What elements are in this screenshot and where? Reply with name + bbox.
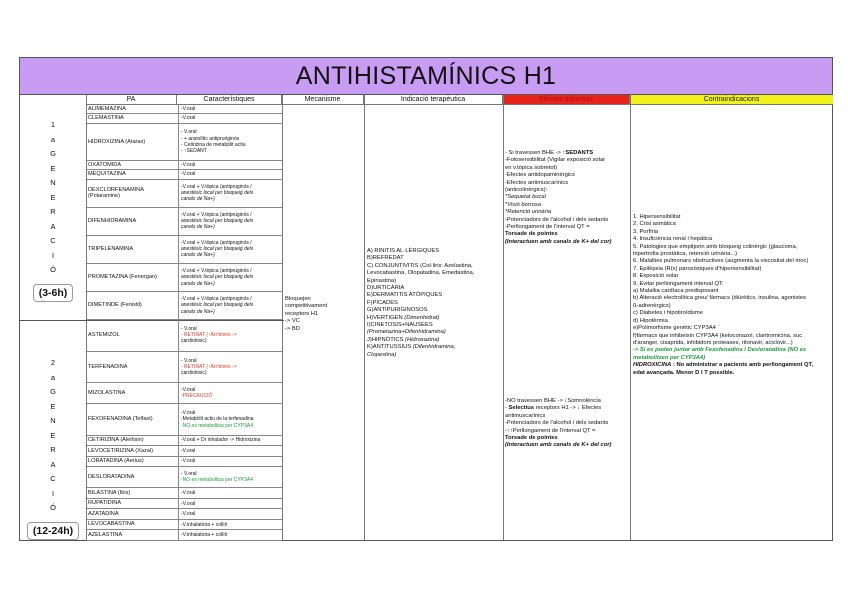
generation-letter: a [50, 372, 56, 382]
drug-row [86, 352, 282, 384]
generation-letter: N [50, 178, 56, 187]
contra-line [633, 236, 831, 243]
efectes2-line [505, 435, 629, 442]
efectes2-segment: Torsade de pointes [505, 435, 558, 442]
efectes1-segment: en v.tòpica sobretot) [505, 164, 558, 171]
drug-characteristics [178, 530, 282, 540]
generation-letter: I [51, 488, 55, 498]
drug-name: RUPATIDINA [88, 500, 122, 507]
indicacio-segment: (Dimenhidrat) [404, 314, 440, 321]
indicacio-line [367, 344, 501, 351]
characteristic-line: -V.oral [181, 447, 196, 454]
characteristic-line: - RETIRAT (↑Arrítmies -> [181, 332, 237, 339]
efectes2-segment: antimuscarínics [505, 412, 546, 419]
contra-line [633, 221, 831, 228]
indicacio-line [367, 270, 501, 277]
contra-line [633, 281, 831, 288]
characteristic-line: -V.oral [181, 458, 196, 465]
characteristic-line: anestèsic local per bloqueig dels [181, 246, 254, 253]
generation-letter: R [50, 445, 56, 454]
drug-row [86, 520, 282, 531]
drug-name: OXATOMIDA [88, 162, 122, 168]
indicacio-segment: J)HIPNÒTICS [367, 336, 406, 343]
contra-segment: 6. Malalties pulmonars obstructives (augmenta la viscositat del moc) [633, 258, 809, 265]
contra-line [633, 303, 831, 310]
generation-letter: R [50, 207, 56, 216]
contra-segment: a) Malaltia cardíaca predisposant [633, 288, 719, 295]
drug-row [86, 509, 282, 520]
contra-segment: 8. Exposició solar [633, 273, 679, 280]
characteristic-line: -V.oral + V.tòpica (antipruginós / [181, 212, 252, 219]
drug-row [86, 124, 282, 161]
characteristic-line: canals de Na+) [181, 308, 215, 315]
characteristic-line: -NO es metabolitza per CYP3A4 [181, 477, 253, 484]
efectes2-line [505, 413, 629, 420]
characteristic-line: cardiotòxic) [181, 369, 207, 376]
efectes2-line [505, 398, 629, 405]
efectes1-line [505, 165, 629, 172]
indicacio-segment: B)REFREDAT [367, 255, 404, 262]
drug-characteristics [178, 509, 282, 519]
generation-letter: 1 [50, 120, 56, 129]
drug-name: LORATADINA (Aerius) [88, 458, 144, 465]
contra-segment: HIDROXICINA [633, 362, 672, 369]
indicacio-text [367, 248, 501, 359]
contra-segment: : No administrar a pacients amb perllongament QT, [671, 362, 814, 369]
contra-line [633, 266, 831, 273]
drug-characteristics [178, 180, 282, 207]
drug-row [86, 404, 282, 436]
efectes1-segment: ↑SEDANTS [562, 150, 594, 156]
contra-line [633, 214, 831, 221]
drug-name: DIMETINDE (Fenistil) [88, 302, 142, 309]
contra-segment: f)fàrmacs que inhibeixin CYP3A4 (ketoconazol, claritromicina, suc [633, 332, 803, 339]
characteristic-line: - + ansiolític antipruriginós [181, 135, 240, 142]
contra-segment: e)Polimorfisme genètic CYP3A4 [633, 325, 716, 332]
efectes2-segment: -Potenciadors de l'alcohol i dels sedants [505, 420, 609, 427]
generation-letter: A [50, 221, 56, 231]
indicacio-line [367, 315, 501, 322]
drug-name: PROMETAZINA (Fenergan) [88, 274, 157, 281]
efectes1-segment: - Si travessen BHE -> [505, 150, 563, 156]
indicacio-line [367, 278, 501, 285]
characteristic-line: -V.oral + V.tòpica (antipruginós / [181, 183, 252, 190]
contra-line [633, 273, 831, 280]
efectes1-segment: -Efectes antimuscarínics [505, 179, 569, 186]
generation-2-label [20, 356, 86, 540]
drug-characteristics [178, 446, 282, 456]
drug-row [86, 208, 282, 236]
characteristic-line: -V.oral + V.tòpica (antipruginós / [181, 240, 252, 247]
efectes2-segment: - [505, 405, 509, 412]
indicacio-line [367, 292, 501, 299]
indicacio-line [367, 329, 501, 336]
indicacio-line [367, 263, 501, 270]
characteristic-line: -NO es metabolitza per CYP3A4 [181, 422, 253, 429]
mecanisme-line: Bloquejen [285, 296, 311, 302]
characteristic-line: anestèsic local per bloqueig dels [181, 274, 254, 281]
contra-segment: hipertrofia prostàtica, retenció urinària...) [633, 251, 738, 258]
indicacio-line [367, 352, 501, 359]
mecanisme-line: receptors H1 [285, 310, 319, 317]
contra-line [633, 325, 831, 332]
efectes1-segment: *Sequetat bucal [505, 194, 546, 201]
half-life-badge: (3-6h) [33, 284, 74, 302]
indicacio-segment: F)PICADES [367, 299, 398, 306]
generation-letter: a [50, 134, 56, 144]
drug-characteristics [178, 114, 282, 122]
drug-name: ASTEMIZOL [88, 332, 120, 339]
contra-segment: b) Alteració electrolítica greu/ fàrmacs (diürètics, insulina, agonistes [633, 295, 807, 302]
efectes2-segment: -NO travessen BHE -> ↓Somnolència [505, 398, 601, 404]
efectes1-line [505, 217, 629, 224]
indicacio-segment: (Prometazina+Difenhidramina) [367, 329, 446, 336]
efectes1-line [505, 187, 629, 194]
mecanisme-line: -> VC [285, 318, 300, 325]
half-life-badge: (12-24h) [27, 522, 79, 540]
indicacio-segment: (Hidroxazina) [405, 336, 440, 343]
indicacio-segment: I)CINETOSIS+NAUSEES [367, 322, 433, 329]
efectes2-segment: (Interactuen amb canals de K+ del cor) [505, 442, 612, 449]
indicacio-segment: D)URTICÀRIA [367, 285, 405, 292]
drug-name: TRIPELENAMINA [88, 246, 134, 253]
drug-row [86, 170, 282, 179]
indicacio-segment: (Difenhidramina, [412, 344, 456, 351]
contra-segment: edat avançada. Menor D I T possible. [633, 369, 735, 376]
efectes2-segment: Selectius [508, 405, 535, 412]
mecanisme-line: competitivament [285, 303, 328, 310]
contra-line [633, 318, 831, 325]
efectes2-segment: -↑↑Perllongament de l'interval QT = [505, 427, 596, 434]
characteristic-line: - Cetirizina de metabòlit actiu [181, 141, 246, 148]
indicacio-line [367, 255, 501, 262]
efectes1-segment: (Interactuen amb canals de K+ del cor) [505, 238, 612, 245]
characteristic-line: anestèsic local per bloqueig dels [181, 302, 254, 309]
drug-characteristics [178, 436, 282, 446]
drug-characteristics [178, 404, 282, 435]
drug-row [86, 446, 282, 457]
contra-line [633, 258, 831, 265]
drug-name: LEVOCETIRIZINA (Xazal) [88, 447, 153, 454]
header-caracteristiques: Característiques [177, 95, 282, 105]
header-indicacio: Indicació terapèutica [364, 95, 503, 105]
contra-line [633, 333, 831, 340]
drug-row [86, 161, 282, 170]
drug-characteristics [178, 236, 282, 263]
drug-row [86, 530, 282, 541]
generation-letter: E [50, 192, 56, 202]
contra-line [633, 362, 831, 369]
indicacio-segment: K)ANTITUSSIUS [367, 344, 413, 351]
characteristic-line: - V.oral [181, 471, 197, 478]
drug-row [86, 114, 282, 123]
characteristic-line: - V.oral [181, 357, 197, 364]
contra-line [633, 347, 831, 354]
contra-segment: ß-adrenèrgics) [633, 302, 671, 309]
characteristic-line: - ↑SEDANT [181, 148, 207, 155]
drug-name: TERFENADINA [88, 363, 128, 370]
drug-characteristics [178, 161, 282, 169]
drug-name: CETIRIZINA (Alerlisin) [88, 437, 144, 444]
drug-name: MIZOLASTINA [88, 389, 126, 396]
efectes1-segment: *Retenció urinària [505, 209, 552, 216]
efectes2-line [505, 442, 629, 449]
drug-characteristics [178, 520, 282, 530]
indicacio-segment: H)VERTIGEN [367, 314, 405, 321]
drug-row [86, 236, 282, 264]
drug-name: AZATADINA [88, 510, 119, 517]
indicacio-segment: E)DERMATITIS ATÒPIQUES [367, 292, 443, 299]
contra-line [633, 244, 831, 251]
drug-characteristics [178, 488, 282, 498]
characteristic-line: -V.oral [181, 171, 196, 178]
efectes1-segment: -Potenciadors de l'alcohol i dels sedants [505, 216, 609, 223]
efectes1-line [505, 231, 629, 238]
characteristic-line: -V.oral [181, 162, 196, 169]
contra-segment: metabolitzen per CYP3A4) [633, 354, 706, 361]
characteristic-line: -V.oral [181, 511, 196, 518]
drug-name: BILASTINA (Ibis) [88, 489, 131, 496]
drug-name: FEXOFENADINA (Telfast) [88, 416, 153, 423]
characteristic-line: - V.oral [181, 325, 197, 332]
header-mecanisme: Mecanisme [282, 95, 364, 105]
efectes1-line [505, 224, 629, 231]
generation-letter: 2 [50, 358, 56, 367]
efectes2-line [505, 420, 629, 427]
drug-name: ALIMEMAZINA [88, 105, 126, 112]
drug-name: DESLORATADINA [88, 474, 135, 481]
drug-name: DEXCLORFENAMINA (Polaramine) [88, 186, 144, 200]
efectes1-line [505, 150, 629, 157]
drug-name: CLEMASTINA [88, 115, 124, 122]
contra-line [633, 229, 831, 236]
contra-line [633, 340, 831, 347]
drug-row [86, 436, 282, 447]
indicacio-segment: C) CONJUNTIVITIS (Col·liris: Azelastina, [367, 262, 473, 269]
drug-characteristics [178, 383, 282, 403]
indicacio-segment: A) RINITIS AL·LÈRGIQUES [367, 248, 440, 254]
contra-segment: c) Diabetes i hipotiroïdisme [633, 310, 703, 317]
efectes1-segment: *Visió borrosa [505, 201, 541, 208]
generation-letter: C [50, 236, 56, 245]
characteristic-line: canals de Na+) [181, 224, 215, 231]
efectes2-line [505, 428, 629, 435]
drug-row [86, 383, 282, 404]
efectes1-line [505, 180, 629, 187]
contra-segment: 2. Crisi asmàtica [633, 221, 676, 228]
efectes1-segment: Torsade de pointes [505, 231, 558, 238]
indicacio-segment: G)ANTIPURIGINOSOS [367, 307, 428, 314]
indicacio-segment: Levocabastina, Olopatadina, Emedastina, [367, 270, 475, 277]
indicacio-line [367, 322, 501, 329]
drug-characteristics [178, 264, 282, 291]
drug-characteristics [178, 292, 282, 319]
characteristic-line: -Metabòlit actiu de la terfenadina [181, 416, 254, 423]
generation-letter: E [50, 430, 56, 440]
drug-name: AZELASTINA [88, 531, 123, 538]
contra-segment: d) Hipotèrmia [633, 317, 668, 324]
contra-line [633, 251, 831, 258]
generation-letter: G [50, 387, 56, 396]
efectes1-segment: -Perllongament de l'interval QT = [505, 224, 590, 231]
characteristic-line: -V.oral [181, 500, 196, 507]
efectes1-line [505, 202, 629, 209]
efectes2-segment: receptors H1 -> ↓ Efectes [534, 405, 602, 412]
generation-letter: Ó [50, 265, 56, 274]
drug-row [86, 488, 282, 499]
indicacio-segment: Clopestina) [367, 351, 397, 358]
drug-characteristics [178, 467, 282, 487]
characteristic-line: canals de Na+) [181, 252, 215, 259]
characteristic-line: -V.inhalatoria + collíri [181, 521, 228, 528]
generation-letter: N [50, 416, 56, 425]
efectes1-line [505, 194, 629, 201]
drug-characteristics [178, 457, 282, 467]
characteristic-line: -V.oral [181, 386, 196, 393]
drug-characteristics [178, 124, 282, 160]
characteristic-line: cardiotòxic) [181, 338, 207, 345]
drug-row [86, 264, 282, 292]
characteristic-line: - RETIRAT (↑Arrítmies -> [181, 363, 237, 370]
characteristic-line: -V.oral + V.tòpica (antipruginós / [181, 268, 252, 275]
drug-row [86, 467, 282, 488]
generation-letter: A [50, 459, 56, 469]
drug-characteristics [178, 499, 282, 509]
header-efectes-adversos: Efectes adversos [503, 95, 630, 105]
contra-segment: 5. Patologies que empitjorin amb bloqueig colinèrgic (glaucoma, [633, 243, 798, 250]
efectes-generacio-1 [505, 150, 629, 246]
page-title: ANTIHISTAMÍNICS H1 [20, 58, 832, 95]
efectes1-line [505, 209, 629, 216]
header-pa: PA [86, 95, 177, 105]
characteristic-line: -V.oral [181, 106, 196, 113]
characteristic-line: -PRECAUCIÓ [181, 393, 213, 400]
header-contraindicacions: Contraindicacions [630, 95, 833, 105]
drug-characteristics [178, 320, 282, 351]
drug-row [86, 320, 282, 352]
characteristic-line: anestèsic local per bloqueig dels [181, 218, 254, 225]
efectes1-segment: -Fotosensibilitat (Vigilar exposició solar [505, 157, 606, 164]
contra-line [633, 355, 831, 362]
indicacio-line [367, 307, 501, 314]
indicacio-segment: Epinastina) [367, 277, 397, 284]
contraindicacions-text [633, 214, 831, 377]
characteristic-line: anestèsic local per bloqueig dels [181, 190, 254, 197]
characteristic-line: -V.inhalatoria + collíri [181, 532, 228, 539]
generation-letter: Ó [50, 503, 56, 512]
characteristic-line: -V.oral + V.tòpica (antipruginós / [181, 296, 252, 303]
mecanisme-line: -> BD [285, 325, 300, 332]
characteristic-line: canals de Na+) [181, 280, 215, 287]
characteristic-line: -V.oral [181, 410, 196, 417]
indicacio-line [367, 248, 501, 255]
efectes1-line [505, 239, 629, 246]
efectes1-segment: (anticolinèrgics): [505, 187, 548, 194]
characteristic-line: -V.oral + Dr inhalador -> Hidroxizina [181, 437, 261, 444]
characteristic-line: canals de Na+) [181, 196, 215, 203]
drug-characteristics [178, 352, 282, 383]
generation-letter: C [50, 474, 56, 483]
antihistamine-table [19, 57, 833, 541]
contra-line [633, 370, 831, 377]
drug-row [86, 457, 282, 468]
contra-segment: 3. Porfíria [633, 228, 659, 235]
indicacio-line [367, 300, 501, 307]
drug-row [86, 499, 282, 510]
contra-segment: -> Si es poden juntar amb Fexofenadina i Desloratadina (NO es [633, 347, 807, 354]
efectes1-line [505, 157, 629, 164]
contra-segment: d'aranger, cisaprida, inhibidors proteases, ritonavir, aciclovir...) [633, 339, 793, 346]
indicacio-line [367, 337, 501, 344]
efectes1-segment: -Efectes antidopaminèrgics [505, 172, 575, 179]
drug-row [86, 292, 282, 320]
efectes2-line [505, 405, 629, 412]
generation-letter: G [50, 149, 56, 158]
drug-name: HIDROXIZINA (Atarax) [88, 138, 146, 145]
efectes-generacio-2 [505, 398, 629, 450]
contra-segment: 9. Evitar perllongament interval QT: [633, 280, 724, 287]
contra-segment: 4. Insuficiència renal i hepàtica [633, 236, 713, 243]
characteristic-line: - V.oral [181, 129, 197, 136]
contra-segment: 7. Epilèpsia (R(x) paroxístiques d'hipersensibilitat) [633, 265, 762, 272]
drug-characteristics [178, 208, 282, 235]
contra-line [633, 295, 831, 302]
efectes1-line [505, 172, 629, 179]
drug-name: MEQUITAZINA [88, 171, 126, 178]
generation-letter: I [51, 250, 55, 260]
drug-row [86, 180, 282, 208]
drug-characteristics [178, 105, 282, 113]
mecanisme-text [285, 296, 363, 333]
drug-characteristics [178, 170, 282, 178]
generation-letter: E [50, 401, 56, 411]
drug-name: LEVOCABASTINA [88, 521, 135, 528]
contra-line [633, 288, 831, 295]
drug-row [86, 105, 282, 114]
contra-line [633, 310, 831, 317]
contra-segment: 1. Hipersensibilitat [633, 214, 681, 220]
generation-1-label [20, 118, 86, 302]
characteristic-line: -V.oral [181, 115, 196, 122]
generation-letter: E [50, 163, 56, 173]
drug-name: DIFENHIDRAMINA [88, 218, 137, 225]
characteristic-line: -V.oral [181, 490, 196, 497]
